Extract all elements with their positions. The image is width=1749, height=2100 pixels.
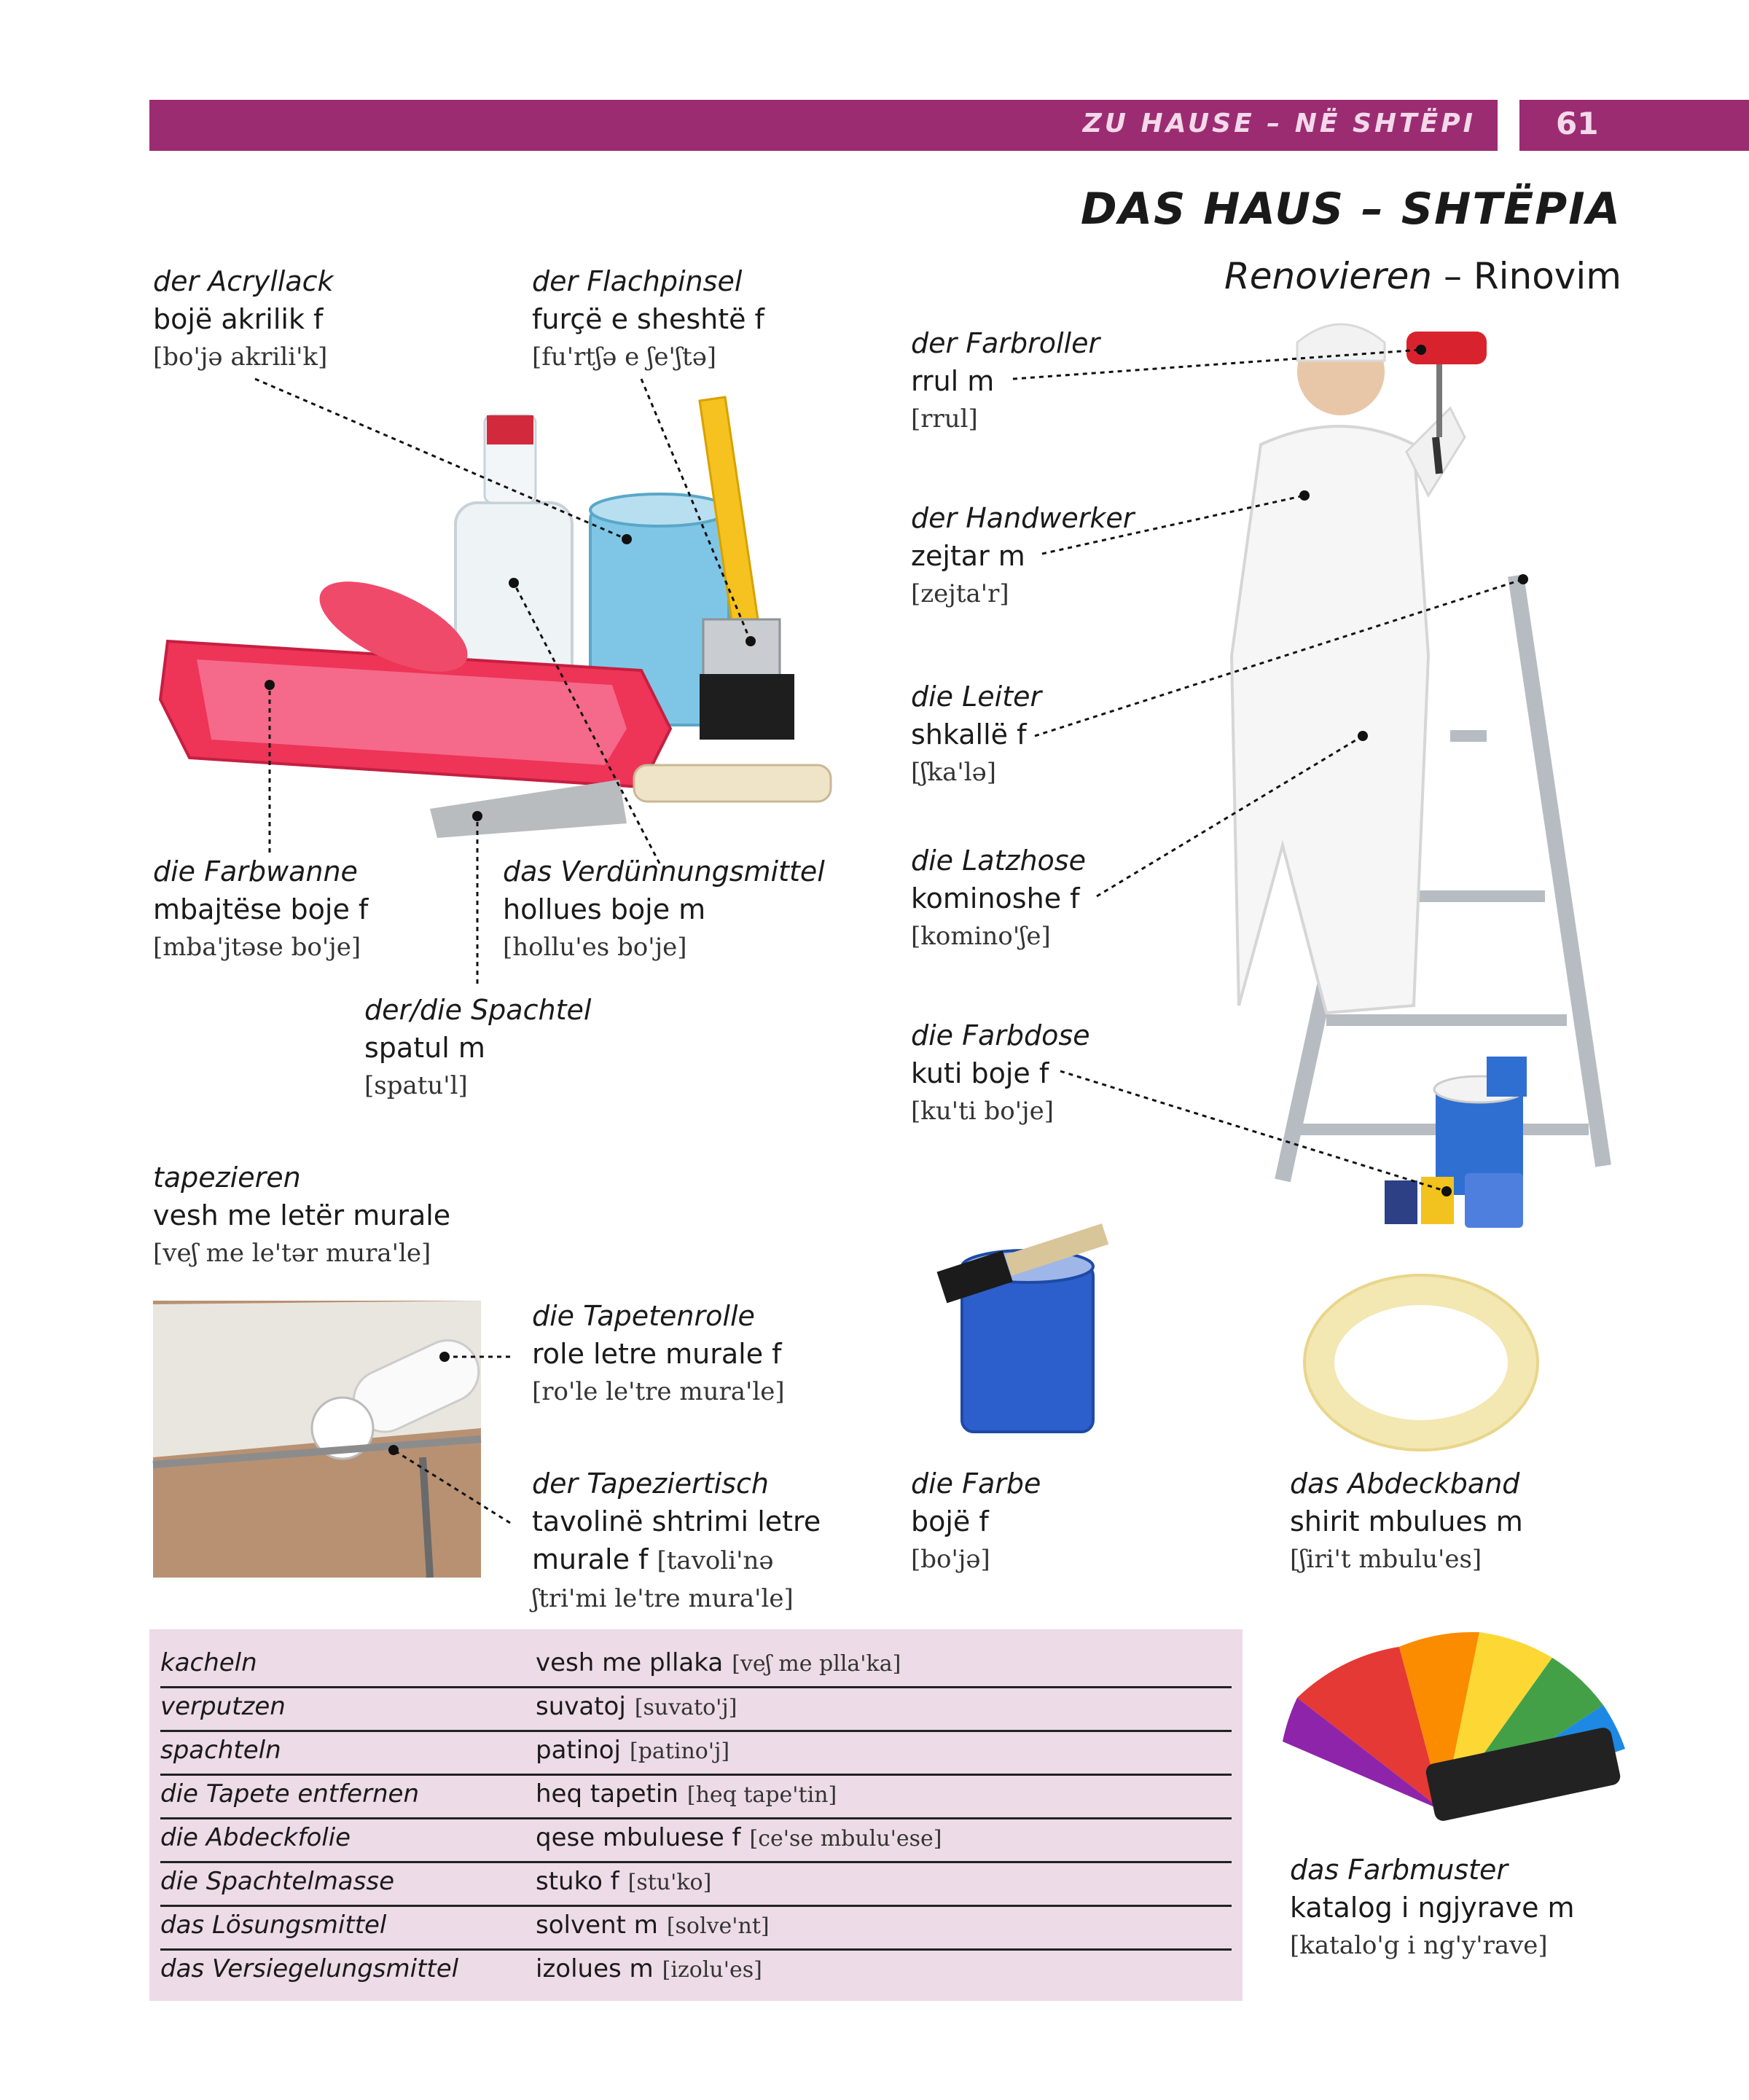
label-latzhose: die Latzhose kominoshe f [komino'ʃe] <box>911 845 1086 951</box>
vocab-table <box>149 1629 1243 2001</box>
label-farbe: die Farbe bojë f [bo'jə] <box>911 1468 1041 1574</box>
section-title: ZU HAUSE – NË SHTËPI <box>1082 109 1476 138</box>
page-subtitle <box>1224 255 1621 297</box>
label-handwerker: der Handwerker zejtar m [zejta'r] <box>911 502 1135 608</box>
painter-illustration <box>1232 324 1603 1228</box>
table-row: spachteln patinoj [patino'j] <box>160 1731 1232 1776</box>
subtitle-de: Renovieren <box>1224 255 1433 297</box>
table-row: das Lösungsmittel solvent m [solve'nt] <box>160 1906 1232 1951</box>
label-spachtel: der/die Spachtel spatul m [spatu'l] <box>364 994 592 1100</box>
table-row: die Spachtelmasse stuko f [stu'ko] <box>160 1862 1232 1907</box>
label-farbdose: die Farbdose kuti boje f [ku'ti bo'je] <box>911 1019 1090 1126</box>
label-tapezieren: tapezieren vesh me letër murale [veʃ me le'tər mura'le] <box>153 1161 451 1268</box>
label-flachpinsel: der Flachpinsel furçë e sheshtë f [fu'rtʃə e ʃe'ʃtə] <box>532 265 764 372</box>
label-farbroller: der Farbroller rrul m [rrul] <box>911 327 1100 434</box>
table-row: kacheln vesh me pllaka [veʃ me plla'ka] <box>160 1644 1232 1688</box>
label-farbwanne: die Farbwanne mbajtëse boje f [mba'jtəse bo'je] <box>153 855 369 962</box>
wallpaper-table-illustration <box>153 1301 489 1578</box>
subtitle-sq: Rinovim <box>1473 255 1621 297</box>
page-number: 61 <box>1556 106 1599 141</box>
paint-supplies-illustration <box>160 397 831 838</box>
paint-can-illustration <box>937 1223 1109 1432</box>
label-verduennungsmittel: das Verdünnungsmittel hollues boje m [hollu'es bo'je] <box>503 855 825 962</box>
label-farbmuster: das Farbmuster katalog i ngjyrave m [katalo'g i ng'y'rave] <box>1290 1854 1575 1960</box>
label-abdeckband: das Abdeckband shirit mbulues m [ʃiri't mbulu'es] <box>1290 1468 1523 1574</box>
page-number-box <box>1519 100 1749 151</box>
masking-tape-illustration <box>1304 1275 1538 1450</box>
label-acryllack: der Acryllack bojë akrilik f [bo'jə akrili'k] <box>153 265 334 372</box>
header-bar <box>149 100 1498 151</box>
table-row: die Tapete entfernen heq tapetin [heq tape'tin] <box>160 1775 1232 1819</box>
color-fan-illustration <box>1283 1632 1625 1822</box>
label-tapeziertisch: der Tapeziertisch tavolinë shtrimi letre murale f [tavoli'nə ʃtri'mi le'tre mura'le] <box>532 1468 821 1613</box>
table-row: die Abdeckfolie qese mbuluese f [ce'se mbulu'ese] <box>160 1819 1232 1863</box>
table-row: das Versiegelungsmittel izolues m [izolu'es] <box>160 1954 762 1983</box>
label-tapetenrolle: die Tapetenrolle role letre murale f [ro'le le'tre mura'le] <box>532 1300 785 1406</box>
subtitle-sep: – <box>1432 255 1474 297</box>
label-leiter: die Leiter shkallë f [ʃka'lə] <box>911 681 1042 787</box>
page-title: DAS HAUS – SHTËPIA <box>1080 184 1621 235</box>
table-row: verputzen suvatoj [suvato'j] <box>160 1688 1232 1732</box>
